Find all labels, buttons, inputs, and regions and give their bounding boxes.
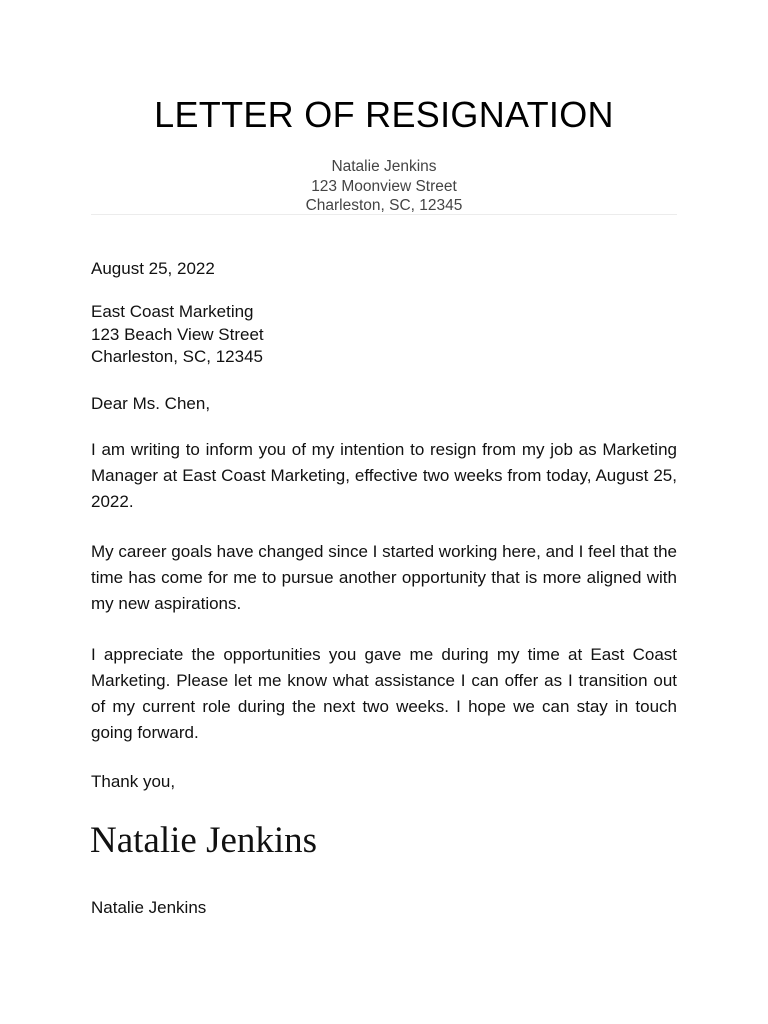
signature: Natalie Jenkins	[90, 820, 318, 861]
salutation: Dear Ms. Chen,	[91, 394, 211, 413]
body-paragraph-2: My career goals have changed since I started working here, and I feel that the time has come for me to pursue another opportunity that is more aligned with my new aspirations.	[91, 542, 677, 613]
sender-address	[0, 157, 768, 216]
recipient-company: East Coast Marketing	[91, 302, 254, 321]
closing-line: Thank you,	[91, 772, 176, 791]
sender-name: Natalie Jenkins	[331, 158, 437, 175]
recipient-street: 123 Beach View Street	[91, 324, 264, 344]
header-divider	[91, 214, 677, 215]
printed-name: Natalie Jenkins	[91, 898, 207, 917]
letter-title: LETTER OF RESIGNATION	[154, 94, 614, 135]
sender-street: 123 Moonview Street	[311, 177, 457, 195]
recipient-address	[91, 301, 677, 369]
sender-city: Charleston, SC, 12345	[305, 197, 463, 214]
letter-date: August 25, 2022	[91, 259, 215, 278]
body-paragraph-3: I appreciate the opportunities you gave me during my time at East Coast Marketing. Please let me know what assistance I can offer as I transition out of my current role during the next two weeks. I hope we can stay in touch going forward.	[91, 645, 677, 742]
recipient-city: Charleston, SC, 12345	[91, 347, 263, 366]
body-paragraph-1: I am writing to inform you of my intention to resign from my job as Marketing Manager at East Coast Marketing, effective two weeks from today, August 25, 2022.	[91, 440, 677, 511]
